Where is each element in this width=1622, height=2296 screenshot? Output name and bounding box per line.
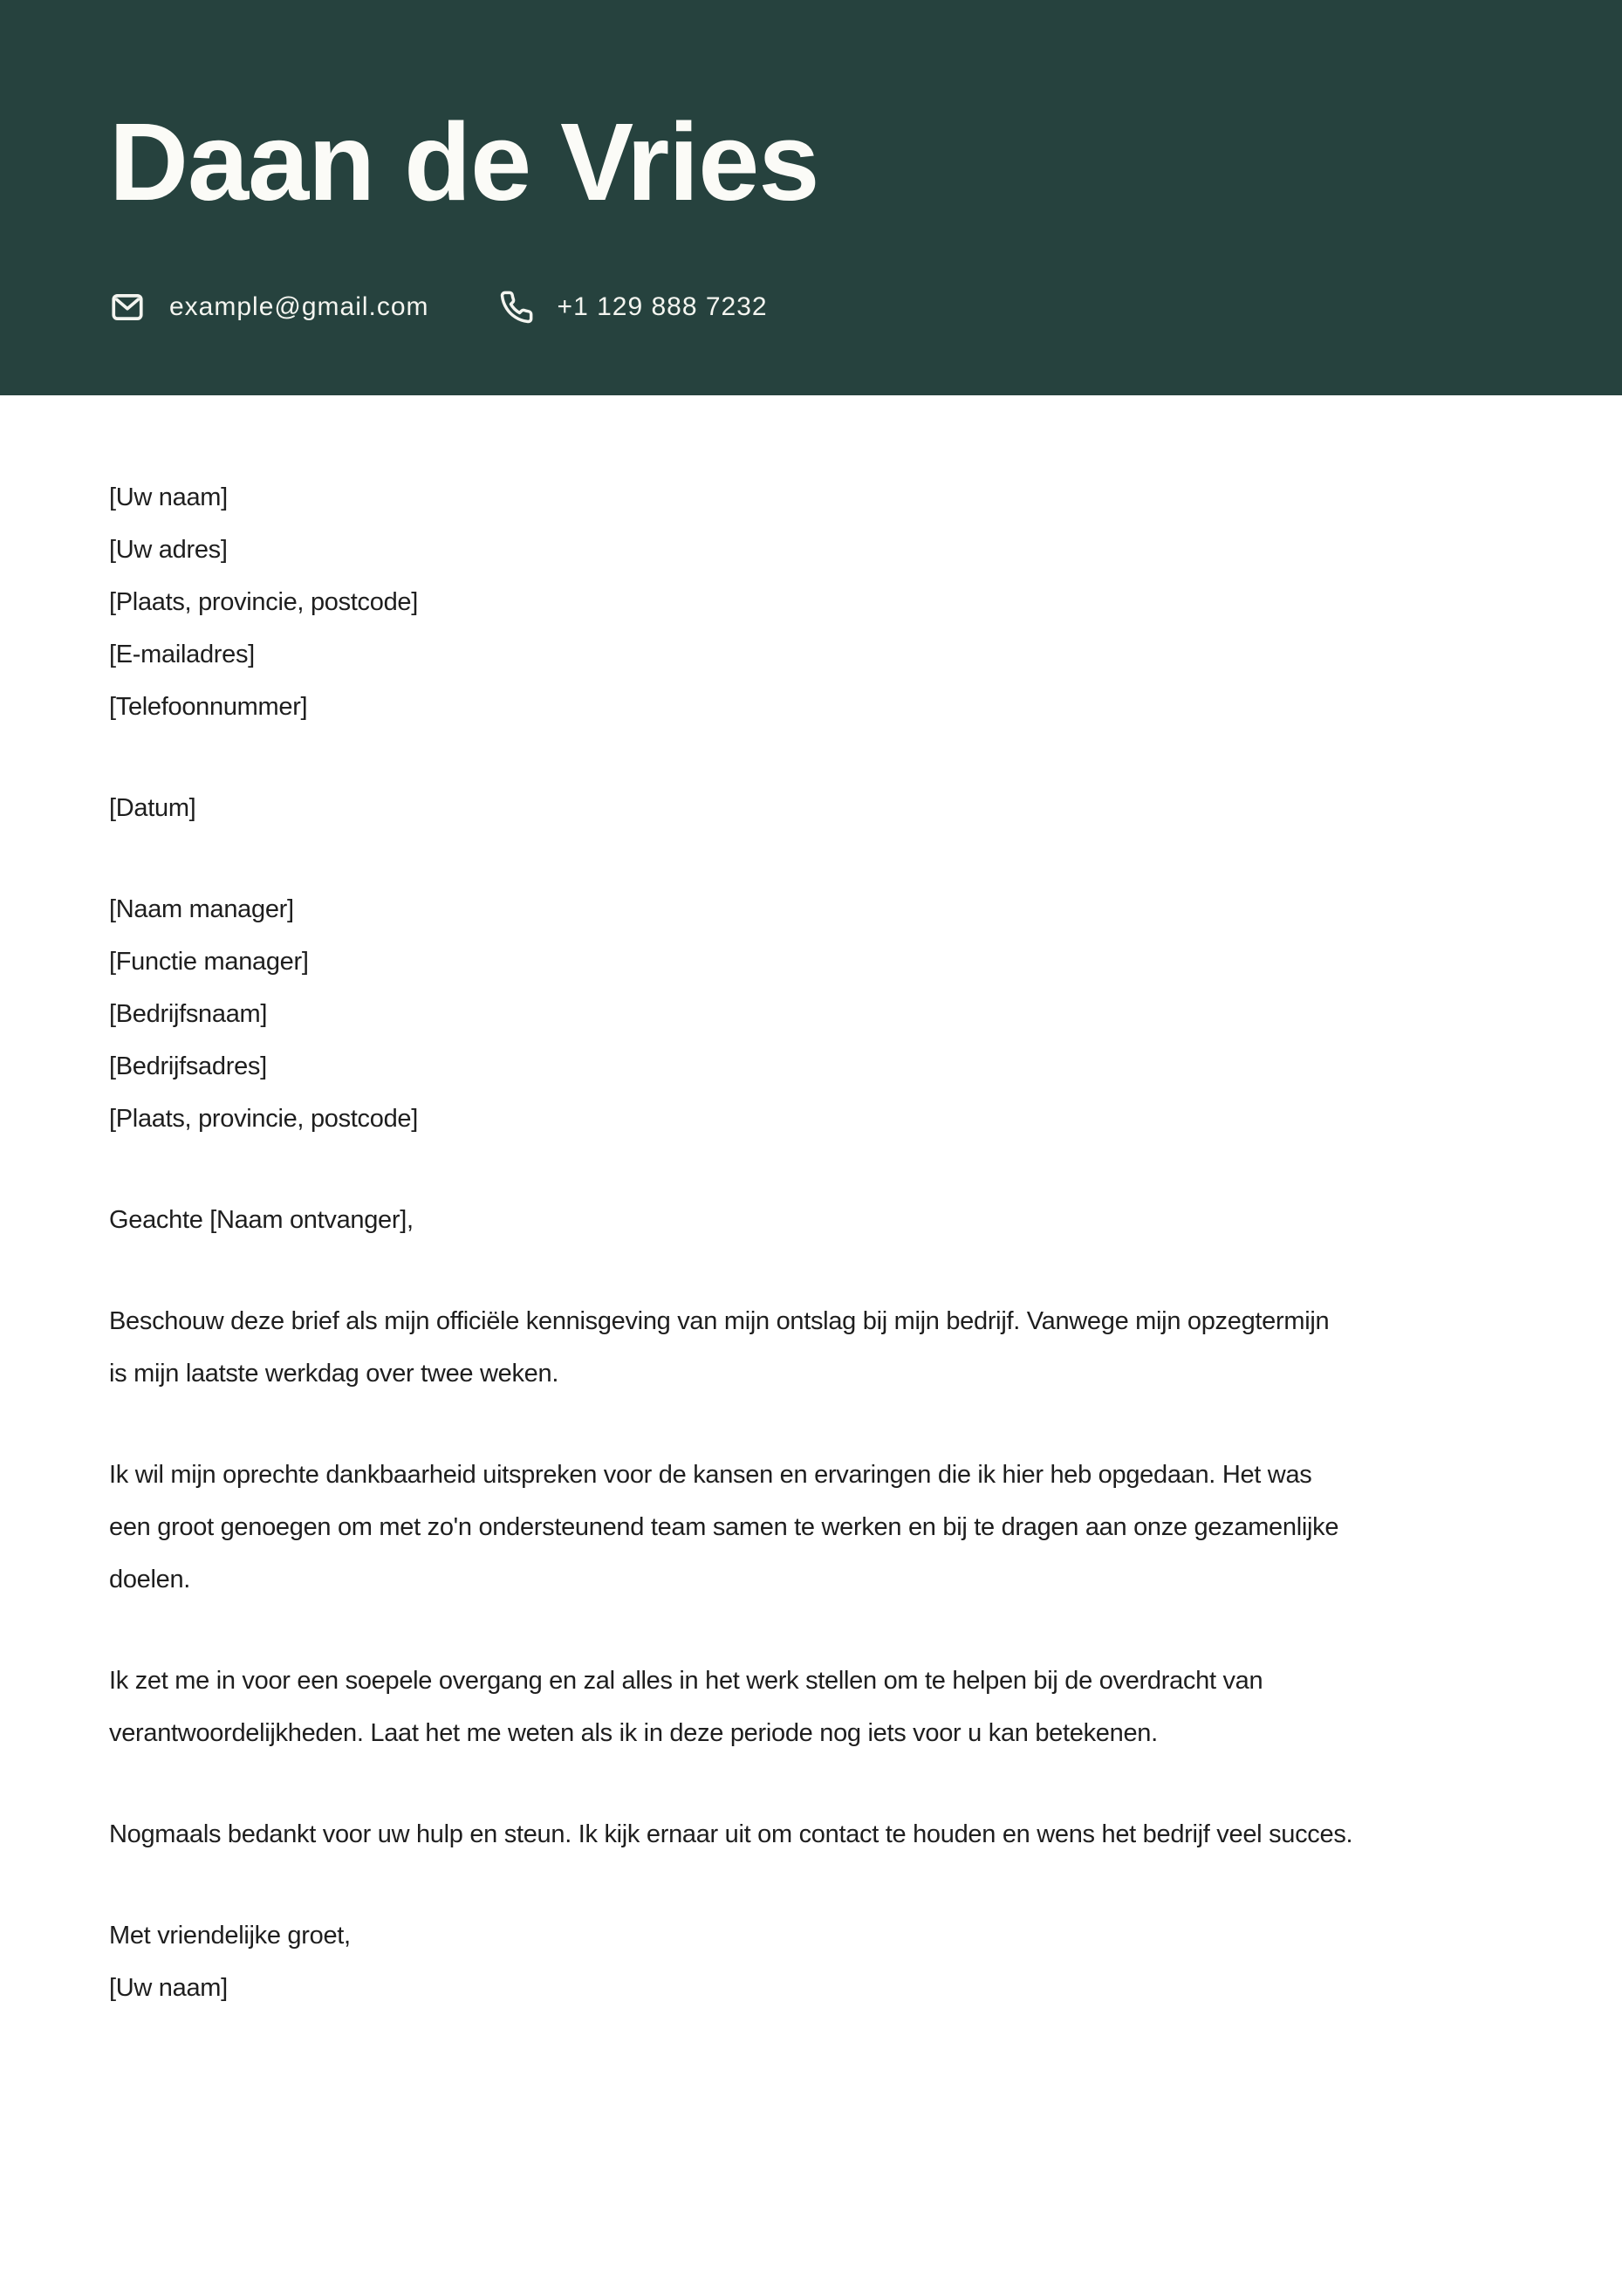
paragraph-line: een groot genoegen om met zo'n ondersteunend team samen te werken en bij te dragen aan onze gezamenlijke — [109, 1513, 1339, 1541]
phone-text: +1 129 888 7232 — [557, 292, 768, 322]
salutation-block — [109, 1194, 1513, 1246]
sender-phone-line: [Telefoonnummer] — [109, 693, 308, 721]
sender-city-line: [Plaats, provincie, postcode] — [109, 588, 418, 616]
paragraph-2 — [109, 1449, 1513, 1606]
signature-line: [Uw naam] — [109, 1974, 228, 2002]
date-block — [109, 782, 1513, 834]
paragraph-4 — [109, 1808, 1513, 1861]
phone-contact — [499, 290, 768, 325]
sender-email-line: [E-mailadres] — [109, 641, 255, 668]
recipient-role-line: [Functie manager] — [109, 948, 309, 976]
recipient-name-line: [Naam manager] — [109, 895, 294, 923]
paragraph-line: Nogmaals bedankt voor uw hulp en steun. Ik kijk ernaar uit om contact te houden en wens het bedrijf veel succes. — [109, 1820, 1353, 1848]
recipient-company-line: [Bedrijfsnaam] — [109, 1000, 268, 1028]
paragraph-line: Ik wil mijn oprechte dankbaarheid uitspreken voor de kansen en ervaringen die ik hier heb opgedaan. Het was — [109, 1461, 1312, 1489]
paragraph-line: doelen. — [109, 1566, 191, 1593]
paragraph-line: Ik zet me in voor een soepele overgang en zal alles in het werk stellen om te helpen bij de overdracht van — [109, 1667, 1263, 1695]
paragraph-line: Beschouw deze brief als mijn officiële kennisgeving van mijn ontslag bij mijn bedrijf. Vanwege mijn opzegtermijn — [109, 1307, 1330, 1335]
date-line: [Datum] — [109, 794, 196, 822]
phone-icon — [499, 290, 534, 325]
sender-address-line: [Uw adres] — [109, 536, 228, 564]
letter-body — [0, 395, 1622, 2014]
mail-icon — [109, 289, 146, 326]
paragraph-line: verantwoordelijkheden. Laat het me weten als ik in deze periode nog iets voor u kan betekenen. — [109, 1719, 1158, 1747]
email-text: example@gmail.com — [169, 292, 429, 322]
page-title: Daan de Vries — [109, 100, 819, 223]
sender-name-line: [Uw naam] — [109, 483, 228, 511]
email-contact — [109, 289, 429, 326]
letter-header — [0, 0, 1622, 395]
closing-block — [109, 1909, 1513, 2014]
paragraph-1 — [109, 1295, 1513, 1400]
recipient-block — [109, 883, 1513, 1145]
sender-address-block — [109, 471, 1513, 733]
salutation-line: Geachte [Naam ontvanger], — [109, 1206, 414, 1234]
closing-line: Met vriendelijke groet, — [109, 1922, 351, 1950]
recipient-city-line: [Plaats, provincie, postcode] — [109, 1105, 418, 1133]
recipient-address-line: [Bedrijfsadres] — [109, 1052, 267, 1080]
paragraph-line: is mijn laatste werkdag over twee weken. — [109, 1360, 559, 1388]
contact-row — [109, 289, 1513, 326]
paragraph-3 — [109, 1655, 1513, 1759]
